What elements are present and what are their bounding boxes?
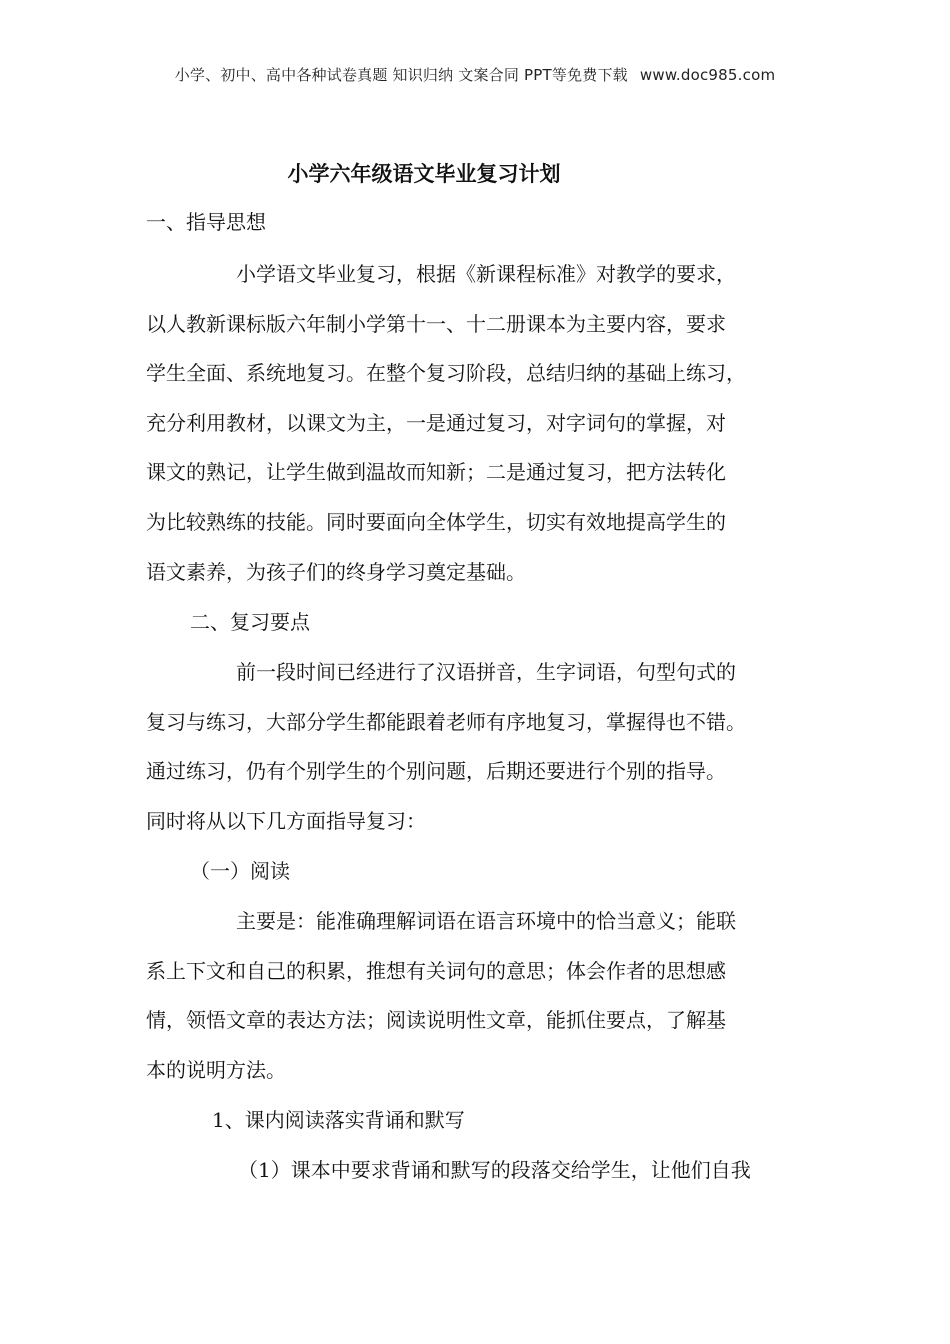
section-heading-guiding-thought: 一、指导思想 <box>146 210 266 234</box>
paragraph-line: 复习与练习，大部分学生都能跟着老师有序地复习，掌握得也不错。 <box>146 710 746 734</box>
paragraph-line: 语文素养，为孩子们的终身学习奠定基础。 <box>146 560 526 584</box>
paragraph-line: 以人教新课标版六年制小学第十一、十二册课本为主要内容，要求 <box>146 312 726 336</box>
paragraph-line: 学生全面、系统地复习。在整个复习阶段，总结归纳的基础上练习， <box>146 361 746 385</box>
item-heading-recite-dictate: 1、课内阅读落实背诵和默写 <box>212 1108 465 1132</box>
paragraph-line: 充分利用教材，以课文为主，一是通过复习，对字词句的掌握，对 <box>146 411 726 435</box>
paragraph-line: 通过练习，仍有个别学生的个别问题，后期还要进行个别的指导。 <box>146 759 726 783</box>
header-url[interactable]: www.doc985.com <box>639 66 776 84</box>
paragraph-line: 同时将从以下几方面指导复习： <box>146 809 426 833</box>
paragraph-line: （1）课本中要求背诵和默写的段落交给学生，让他们自我 <box>238 1158 751 1182</box>
section-heading-review-points: 二、复习要点 <box>190 610 310 634</box>
paragraph-line: 本的说明方法。 <box>146 1058 286 1082</box>
paragraph-line: 为比较熟练的技能。同时要面向全体学生，切实有效地提高学生的 <box>146 510 726 534</box>
document-title: 小学六年级语文毕业复习计划 <box>287 161 561 186</box>
paragraph-line: 前一段时间已经进行了汉语拼音，生字词语，句型句式的 <box>236 660 736 684</box>
header-text: 小学、初中、高中各种试卷真题 知识归纳 文案合同 PPT等免费下载 <box>174 66 628 84</box>
subsection-heading-reading: （一）阅读 <box>190 859 290 883</box>
page-header <box>0 64 950 85</box>
paragraph-line: 主要是：能准确理解词语在语言环境中的恰当意义；能联 <box>236 909 736 933</box>
paragraph-line: 课文的熟记，让学生做到温故而知新；二是通过复习，把方法转化 <box>146 460 726 484</box>
paragraph-line: 情，领悟文章的表达方法；阅读说明性文章，能抓住要点，了解基 <box>146 1008 726 1032</box>
paragraph-line: 小学语文毕业复习，根据《新课程标准》对教学的要求， <box>236 262 736 286</box>
paragraph-line: 系上下文和自己的积累，推想有关词句的意思；体会作者的思想感 <box>146 959 726 983</box>
